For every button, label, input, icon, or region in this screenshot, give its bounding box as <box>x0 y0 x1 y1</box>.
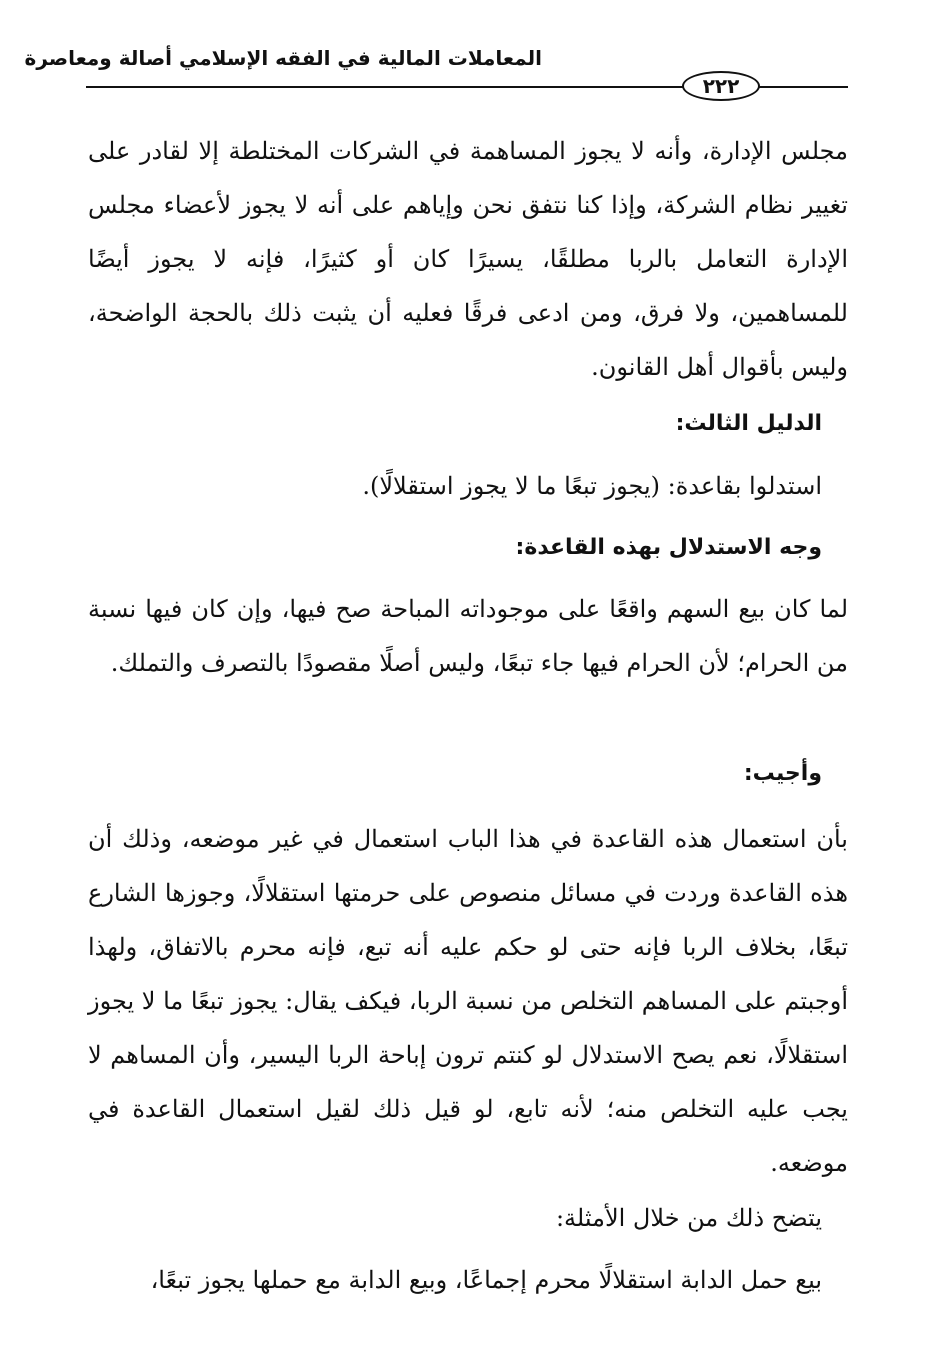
paragraph-board-of-directors: مجلس الإدارة، وأنه لا يجوز المساهمة في الشركات المختلطة إلا لقادر على تغيير نظام الشركة، وإذا كنا نتفق نحن وإياهم على أنه لا يجوز لأعضاء مجلس الإدارة التعامل بالربا مطلقًا، يسيرًا كان أو كثيرًا، فإنه لا يجوز أيضًا للمساهمين، ولا فرق، ومن ادعى فرقًا فعليه أن يثبت ذلك بالحجة الواضحة، وليس بأقوال أهل القانون. <box>88 137 848 381</box>
rule-statement: استدلوا بقاعدة: (يجوز تبعًا ما لا يجوز استقلالًا). <box>362 472 822 500</box>
paragraph-share-sale: لما كان بيع السهم واقعًا على موجوداته المباحة صح فيها، وإن كان فيها نسبة من الحرام؛ لأن الحرام فيها جاء تبعًا، وليس أصلًا مقصودًا بالتصرف والتملك. <box>88 595 849 677</box>
heading-inference-method: وجه الاستدلال بهذه القاعدة: <box>515 535 822 560</box>
paragraph-rebuttal: بأن استعمال هذه القاعدة في هذا الباب استعمال في غير موضعه، وذلك أن هذه القاعدة وردت في مسائل منصوص على حرمتها استقلالًا، وجوزها الشارع تبعًا، بخلاف الربا فإنه حتى لو حكم عليه أنه تبع، فإنه محرم بالاتفاق، ولهذا أوجبتم على المساهم التخلص من نسبة الربا، فيكف يقال: يجوز تبعًا ما لا يجوز استقلالًا، نعم يصح الاستدلال لو كنتم ترون إباحة الربا اليسير، وأن المساهم لا يجب عليه التخلص منه؛ لأنه تابع، لو قيل ذلك لقيل استعمال القاعدة في موضعه. <box>87 825 849 1177</box>
example-line-1: بيع حمل الدابة استقلالًا محرم إجماعًا، وبيع الدابة مع حملها يجوز تبعًا، <box>150 1266 822 1294</box>
heading-answer: وأجيب: <box>743 761 822 786</box>
running-head-title: المعاملات المالية في الفقه الإسلامي أصالة ومعاصرة <box>24 46 542 70</box>
page-number: ٢٢٢ <box>682 71 760 101</box>
examples-intro: يتضح ذلك من خلال الأمثلة: <box>555 1204 822 1232</box>
heading-third-evidence: الدليل الثالث: <box>675 411 822 436</box>
